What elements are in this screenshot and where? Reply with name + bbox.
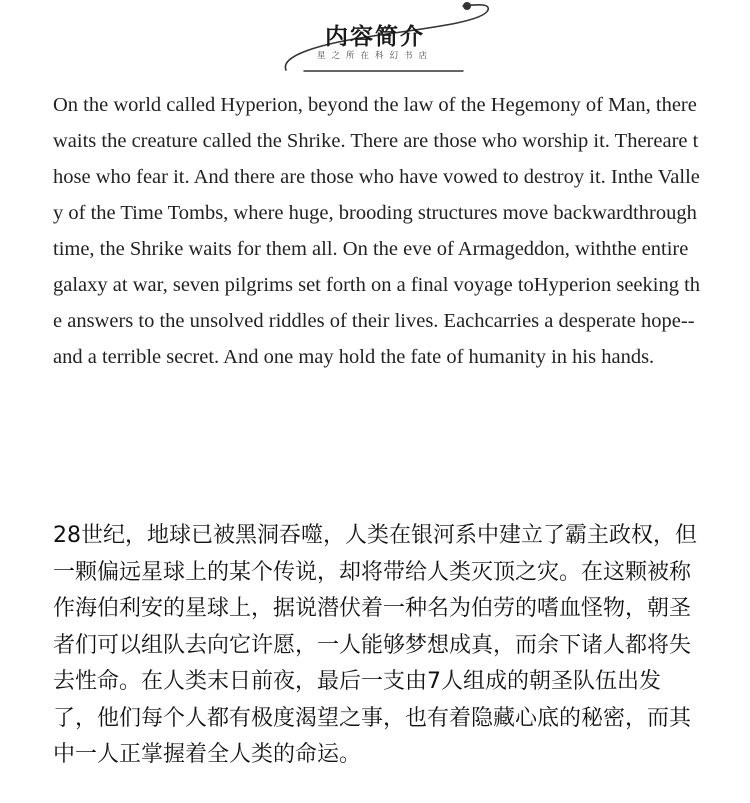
section-header bbox=[0, 0, 750, 80]
section-title: 内容简介 bbox=[325, 24, 425, 50]
bookstore-name: 星之所在科幻书店 bbox=[316, 51, 433, 61]
english-synopsis: On the world called Hyperion, beyond the law of the Hegemony of Man, therewaits the creature called the Shrike. There are those who worship it. Thereare those who fear it. And there are those who have vowed to destroy it. Inthe Valley of the Time Tombs, where huge, brooding structures move backwardthrough time, the Shrike waits for them all. On the eve of Armageddon, withthe entire galaxy at war, seven pilgrims set forth on a final voyage toHyperion seeking the answers to the unsolved riddles of their lives. Eachcarries a desperate hope--and a terrible secret. And one may hold the fate of humanity in his hands. bbox=[53, 94, 701, 368]
chinese-synopsis: 28世纪，地球已被黑洞吞噬，人类在银河系中建立了霸主政权，但一颗偏远星球上的某个传说，却将带给人类灭顶之灾。在这颗被称作海伯利安的星球上，据说潜伏着一种名为伯劳的嗜血怪物，朝圣者们可以组队去向它许愿，一人能够梦想成真，而余下诸人都将失去性命。在人类末日前夜，最后一支由7人组成的朝圣队伍出发了，他们每个人都有极度渴望之事，也有着隐藏心底的秘密，而其中一人正掌握着全人类的命运。 bbox=[53, 523, 697, 767]
